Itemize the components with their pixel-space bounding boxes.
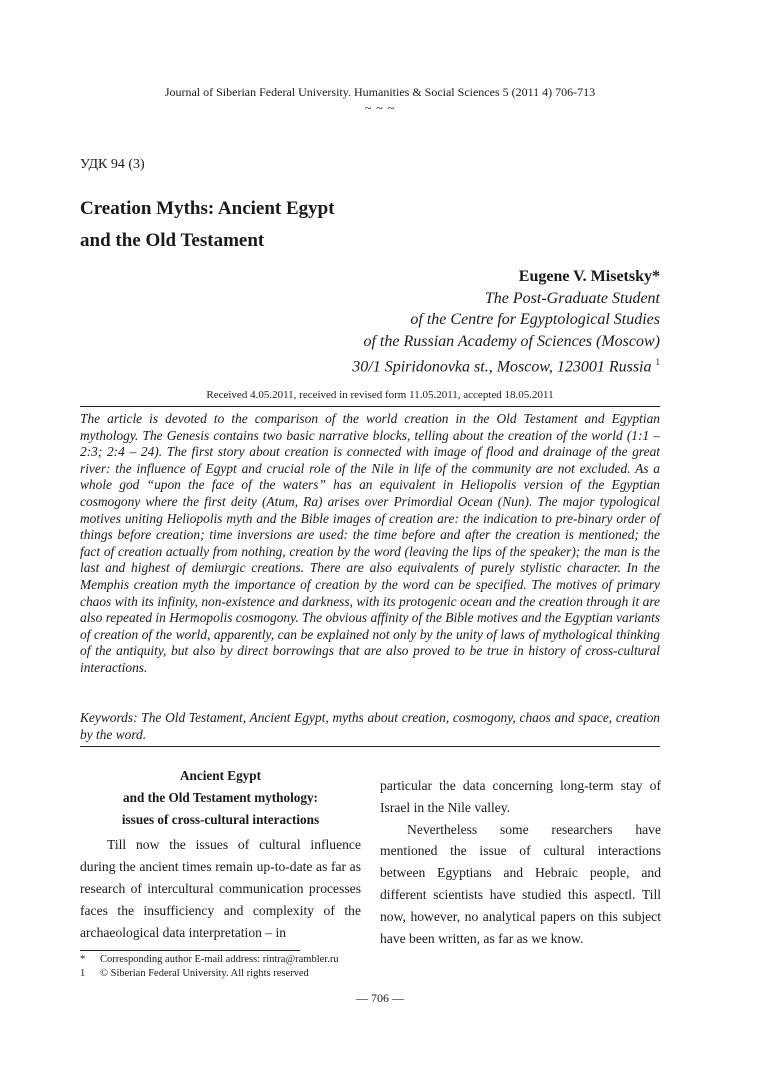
affiliation-line-1: The Post-Graduate Student bbox=[484, 289, 660, 307]
footnote-mark: * bbox=[80, 954, 86, 965]
affiliation-line-3: of the Russian Academy of Sciences (Moscow) bbox=[363, 332, 660, 350]
page-number: — 706 — bbox=[356, 991, 404, 1005]
udk-code: УДК 94 (3) bbox=[80, 157, 145, 172]
body-paragraph-right-1: particular the data concerning long-term stay of Israel in the Nile valley. bbox=[380, 778, 661, 815]
body-paragraph-right-2: Nevertheless some researchers have mentioned the issue of cultural interactions between Egyptians and Hebraic people, and different scientists have studied this aspectl. Till now, however, no analytical papers on this subject have been written, as far as we know. bbox=[380, 821, 661, 946]
received-dates: Received 4.05.2011, received in revised form 11.05.2011, accepted 18.05.2011 bbox=[206, 389, 554, 401]
section-heading-line-1: Ancient Egypt bbox=[180, 768, 261, 783]
footnote-text: Corresponding author E-mail address: rintra@rambler.ru bbox=[100, 954, 339, 965]
abstract: The article is devoted to the comparison of the world creation in the Old Testament and Egyptian mythology. The Genesis contains two basic narrative blocks, telling about the creation of the world (1:1 – 2:3; 2:4 – 24). The first story about creation is connected with image of flood and drainage of the great river: the influence of Egypt and crucial role of the Nile in life of the community are not excluded. As a whole god “upon the face of the waters” has an equivalent in Heliopolis version of the Egyptian cosmogony where the first deity (Atum, Ra) arises over Primordial Ocean (Nun). The major typological motives uniting Heliopolis myth and the Bible images of creation are: the indication to pre-binary order of things before creation; time inversions are used: the time before and after the creation is mentioned; the fact of creation actually from nothing, creation by the word (leaving the lips of the speaker); the man is the last and highest of demiurgic creations. There are also equivalents of purely stylistic character. In the Memphis creation myth the importance of creation by the word can be specified. The motives of primary chaos with its infinity, non-existence and darkness, with its protogenic ocean and the creation through it are also repeated in Hermopolis cosmogony. The obvious affinity of the Bible motives and the Egyptian variants of creation of the world, apparently, can be explained not only by the unity of laws of mythological thinking of the antiquity, but also by direct borrowings that are also proved to be true in history of cross-cultural interactions. bbox=[80, 411, 660, 675]
affiliation-footnote-mark: 1 bbox=[655, 357, 660, 367]
footnote-text: © Siberian Federal University. All rights reserved bbox=[100, 968, 309, 979]
header-tilde-separator: ~ ~ ~ bbox=[364, 101, 396, 115]
abstract-bottom-rule bbox=[80, 746, 660, 747]
keywords: Keywords: The Old Testament, Ancient Egypt, myths about creation, cosmogony, chaos and space, creation by the word. bbox=[80, 710, 660, 742]
section-heading-line-2: and the Old Testament mythology: bbox=[123, 789, 318, 805]
footnotes bbox=[80, 953, 339, 981]
article-title-line-1: Creation Myths: Ancient Egypt bbox=[80, 198, 335, 219]
footnote-rule bbox=[80, 950, 300, 951]
affiliation-line-4 bbox=[352, 352, 660, 378]
article-title-line-2: and the Old Testament bbox=[80, 230, 265, 251]
abstract-top-rule bbox=[80, 406, 660, 407]
footnote-item bbox=[80, 967, 339, 981]
footnote-mark: 1 bbox=[80, 968, 86, 979]
article-title bbox=[80, 193, 335, 257]
journal-header: Journal of Siberian Federal University. Humanities & Social Sciences 5 (2011 4) 706-713 bbox=[164, 85, 596, 99]
author-block bbox=[352, 266, 660, 378]
affiliation-line-2: of the Centre for Egyptological Studies bbox=[410, 311, 660, 328]
author-name: Eugene V. Misetsky* bbox=[518, 268, 660, 285]
affiliation-address: 30/1 Spiridonovka st., Moscow, 123001 Russia bbox=[352, 358, 656, 376]
section-heading-line-3: issues of cross-cultural interactions bbox=[121, 811, 320, 827]
section-heading bbox=[80, 765, 361, 830]
left-column bbox=[80, 765, 361, 943]
footnote-item bbox=[80, 953, 339, 967]
body-paragraph-left: Till now the issues of cultural influence during the ancient times remain up-to-date as far as research of intercultural communication processes faces the insufficiency and complexity of the archaeological data interpretation – in bbox=[80, 837, 361, 940]
right-column bbox=[380, 775, 661, 949]
